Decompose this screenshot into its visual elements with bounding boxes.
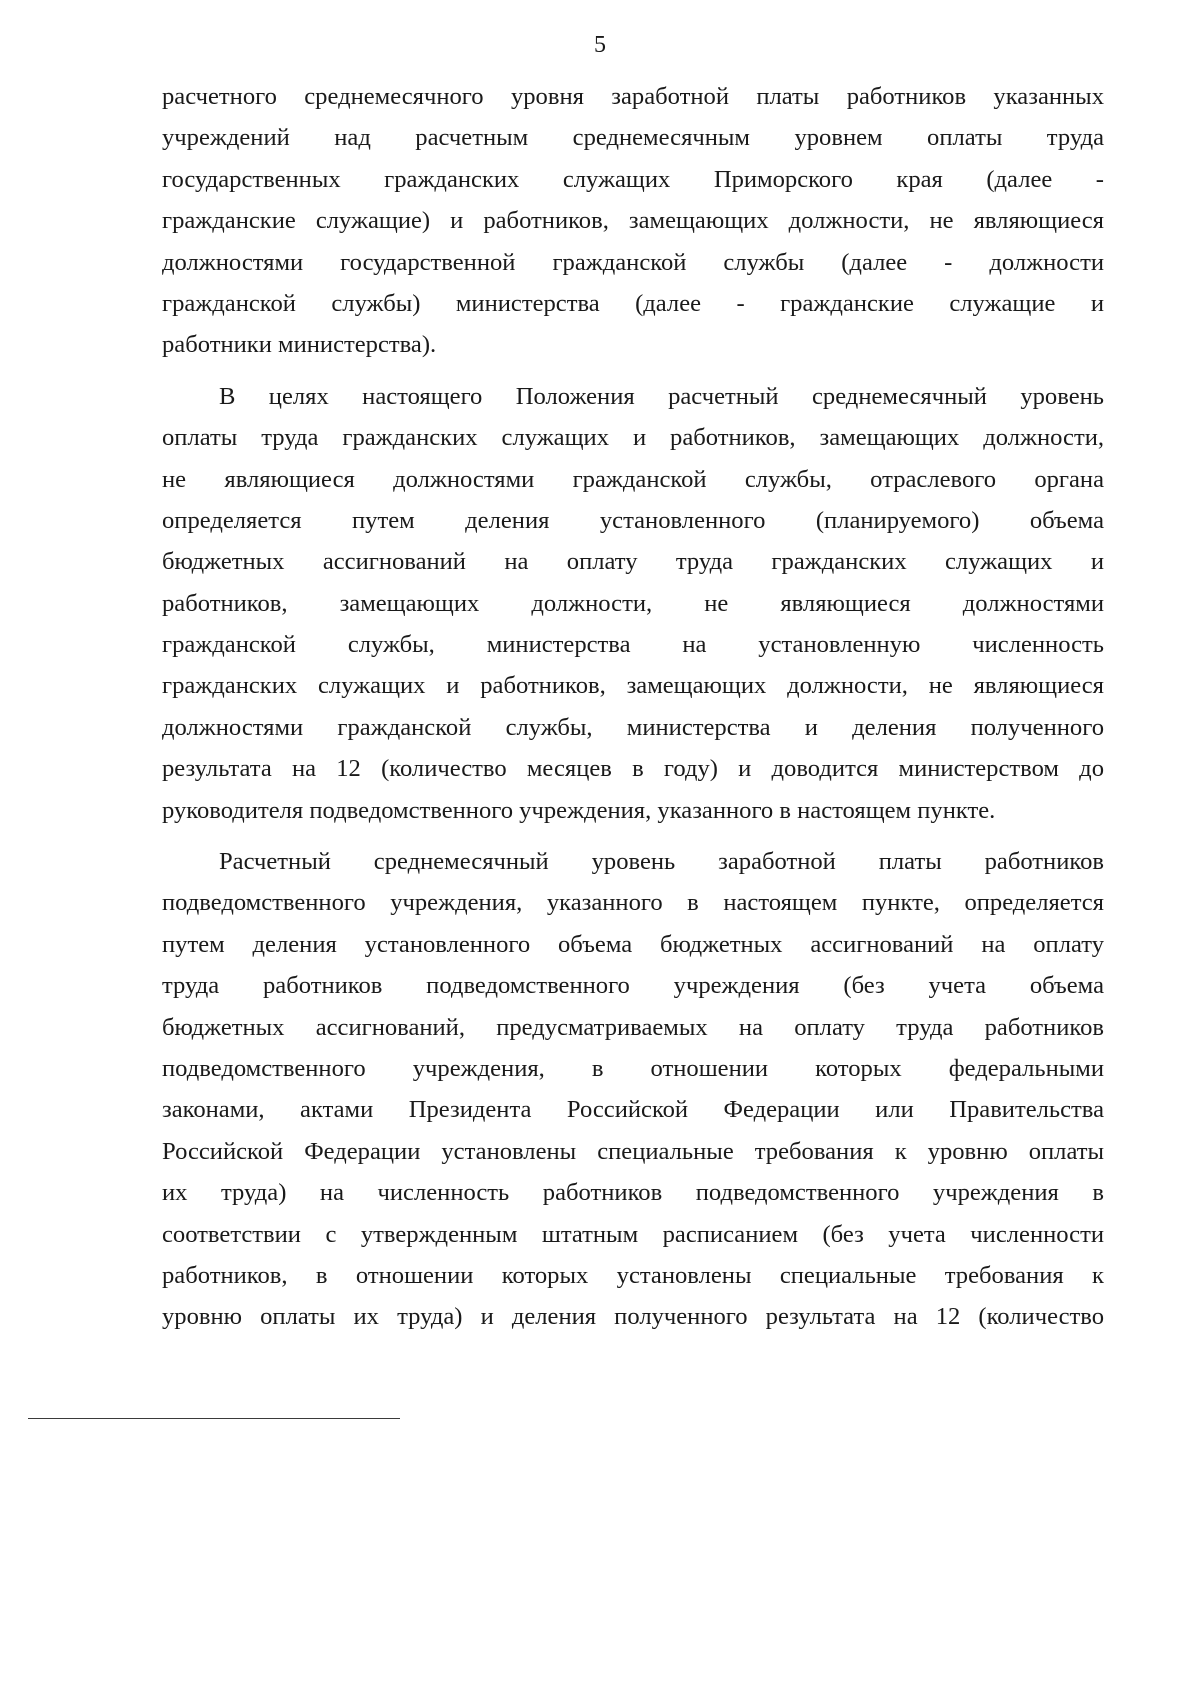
- text-line: оплаты труда гражданских служащих и работников, замещающих должности,: [162, 424, 1104, 452]
- text-line: Расчетный среднемесячный уровень заработной платы работников: [219, 848, 1104, 876]
- paragraph-2: [162, 376, 1104, 831]
- text-line: гражданской службы) министерства (далее - гражданские служащие и: [162, 289, 1104, 317]
- text-line: В целях настоящего Положения расчетный среднемесячный уровень: [219, 382, 1104, 410]
- text-line: руководителя подведомственного учреждения, указанного в настоящем пункте.: [162, 796, 996, 824]
- text-line: подведомственного учреждения, в отношении которых федеральными: [162, 1054, 1104, 1082]
- text-line: законами, актами Президента Российской Федерации или Правительства: [162, 1096, 1104, 1124]
- text-line: расчетного среднемесячного уровня заработной платы работников указанных: [162, 83, 1104, 110]
- text-line: гражданской службы, министерства на установленную численность: [162, 631, 1104, 659]
- text-line: работников, замещающих должности, не являющиеся должностями: [162, 589, 1104, 617]
- text-line: их труда) на численность работников подведомственного учреждения в: [162, 1179, 1104, 1207]
- text-line: соответствии с утвержденным штатным расписанием (без учета численности: [162, 1220, 1104, 1248]
- text-line: гражданских служащих и работников, замещающих должности, не являющиеся: [162, 672, 1104, 700]
- text-line: определяется путем деления установленного (планируемого) объема: [162, 506, 1104, 534]
- text-line: гражданские служащие) и работников, замещающих должности, не являющиеся: [162, 207, 1104, 235]
- document-body: [162, 76, 1104, 1338]
- text-line: учреждений над расчетным среднемесячным уровнем оплаты труда: [162, 124, 1104, 152]
- text-line: путем деления установленного объема бюджетных ассигнований на оплату: [162, 930, 1104, 958]
- text-line: Российской Федерации установлены специальные требования к уровню оплаты: [162, 1137, 1104, 1165]
- text-line: работников, в отношении которых установлены специальные требования к: [162, 1261, 1104, 1289]
- text-line: не являющиеся должностями гражданской службы, отраслевого органа: [162, 465, 1104, 493]
- text-line: государственных гражданских служащих Приморского края (далее -: [162, 165, 1104, 193]
- text-line: должностями гражданской службы, министерства и деления полученного: [162, 713, 1104, 741]
- paragraph-3: [162, 841, 1104, 1338]
- text-line: уровню оплаты их труда) и деления полученного результата на 12 (количество: [162, 1303, 1104, 1331]
- paragraph-1: [162, 76, 1104, 366]
- text-line: бюджетных ассигнований на оплату труда гражданских служащих и: [162, 548, 1104, 576]
- text-line: должностями государственной гражданской службы (далее - должности: [162, 248, 1104, 276]
- text-line: результата на 12 (количество месяцев в году) и доводится министерством до: [162, 755, 1104, 783]
- footnote-separator: [28, 1418, 400, 1419]
- text-line: работники министерства).: [162, 331, 437, 359]
- text-line: подведомственного учреждения, указанного в настоящем пункте, определяется: [162, 889, 1104, 917]
- text-line: бюджетных ассигнований, предусматриваемых на оплату труда работников: [162, 1013, 1104, 1041]
- text-line: труда работников подведомственного учреждения (без учета объема: [162, 972, 1104, 1000]
- page-number: 5: [594, 32, 606, 58]
